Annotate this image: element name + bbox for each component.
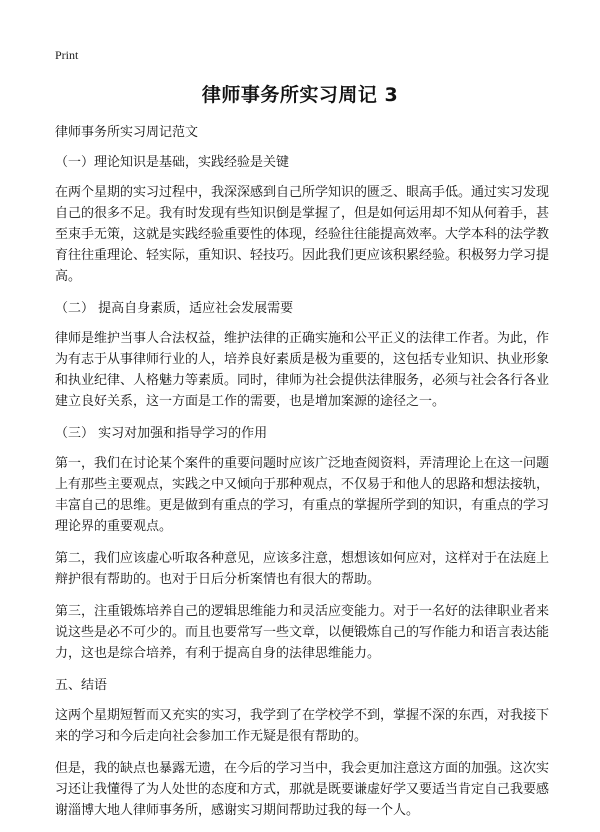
section-heading: 五、结语 bbox=[55, 678, 108, 693]
document-subtitle: 律师事务所实习周记范文 bbox=[55, 125, 199, 140]
paragraph: 但是，我的缺点也暴露无遗，在今后的学习当中，我会更加注意这方面的加强。这次实习还让我懂得了为人处世的态度和方式，那就是既要谦虚好学又要适当肯定自己我要感谢淄博大地人律师事务所，感谢实习期间帮助过我的每一个人。 bbox=[55, 761, 550, 818]
section-heading: （三） 实习对加强和指导学习的作用 bbox=[55, 426, 268, 441]
section-heading: （二） 提高自身素质，适应社会发展需要 bbox=[55, 301, 294, 316]
paragraph: 在两个星期的实习过程中，我深深感到自己所学知识的匮乏、眼高手低。通过实习发现自己的很多不足。我有时发现有些知识倒是掌握了，但是如何运用却不知从何着手，甚至束手无策，这就是实践经验重要性的体现，经验往往能提高效率。大学本科的法学教育往往重理论、轻实际，重知识、轻技巧。因此我们更应该积累经验。积极努力学习提高。 bbox=[55, 185, 550, 284]
paragraph: 这两个星期短暂而又充实的实习，我学到了在学校学不到，掌握不深的东西，对我接下来的学习和今后走向社会参加工作无疑是很有帮助的。 bbox=[55, 708, 550, 744]
document-body bbox=[55, 122, 549, 832]
paragraph: 律师是维护当事人合法权益，维护法律的正确实施和公平正义的法律工作者。为此，作为有志于从事律师行业的人，培养良好素质是极为重要的，这包括专业知识、执业形象和执业纪律、人格魅力等素质。同时，律师为社会提供法律服务，必须与社会各行各业建立良好关系，这一方面是工作的需要，也是增加案源的途径之一。 bbox=[55, 331, 550, 409]
print-link[interactable]: Print bbox=[55, 48, 79, 62]
section-heading: （一）理论知识是基础，实践经验是关键 bbox=[55, 155, 290, 170]
document-title: 律师事务所实习周记 3 bbox=[201, 84, 399, 106]
paragraph: 第二，我们应该虚心听取各种意见，应该多注意，想想该如何应对，这样对于在法庭上辩护很有帮助的。也对于日后分析案情也有很大的帮助。 bbox=[55, 551, 550, 587]
paragraph: 第三，注重锻炼培养自己的逻辑思维能力和灵活应变能力。对于一名好的法律职业者来说这些是必不可少的。而且也要常写一些文章，以便锻炼自己的写作能力和语言表达能力，这也是综合培养，有利于提高自身的法律思维能力。 bbox=[55, 604, 550, 661]
paragraph: 第一，我们在讨论某个案件的重要问题时应该广泛地查阅资料，弄清理论上在这一问题上有那些主要观点，实践之中又倾向于那种观点，不仅易于和他人的思路和想法接轨，丰富自己的思维。更是做到有重点的学习，有重点的掌握所学到的知识，有重点的学习理论界的重要观点。 bbox=[55, 456, 550, 534]
